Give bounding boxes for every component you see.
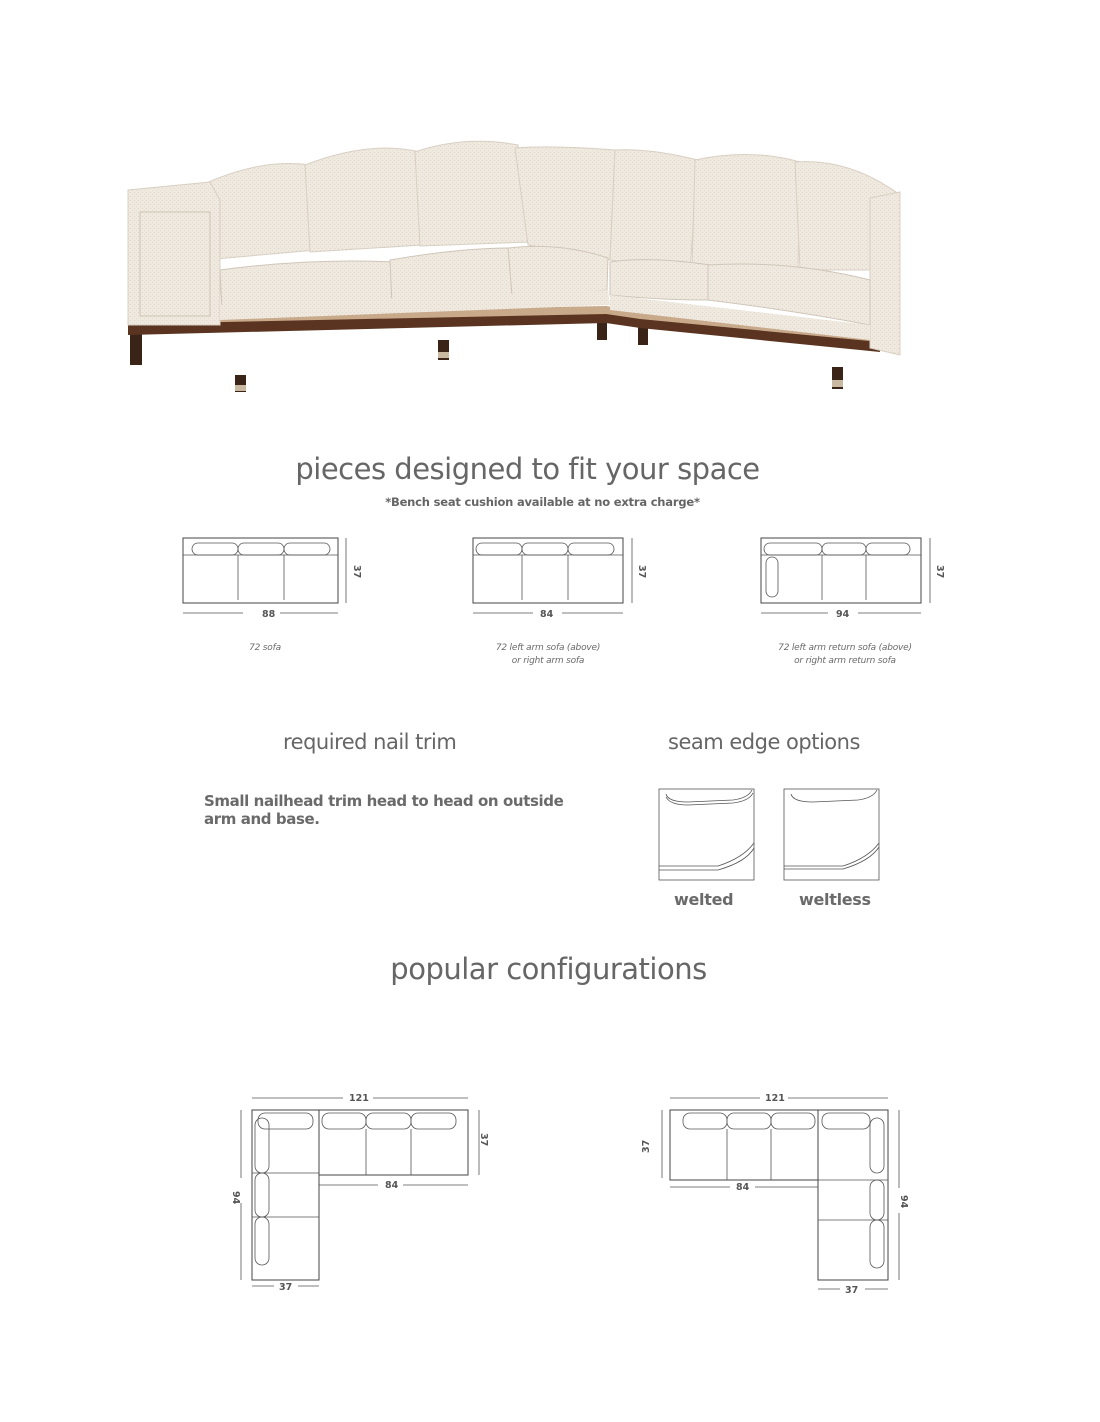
left-config-side: 94 (230, 1191, 241, 1205)
configurations-title: popular configurations (390, 952, 707, 986)
welted-seam-diagram (658, 788, 756, 882)
bench-seat-note: *Bench seat cushion available at no extra charge* (385, 495, 700, 509)
welted-label: welted (674, 890, 734, 909)
left-config-total: 121 (349, 1093, 369, 1104)
return-sofa-caption (760, 642, 930, 668)
pieces-title: pieces designed to fit your space (295, 452, 760, 486)
right-config-sofa-width: 84 (736, 1182, 750, 1193)
left-arm-sofa-diagram (470, 535, 670, 620)
right-l-configuration-diagram (640, 1088, 910, 1308)
left-l-configuration-diagram (228, 1088, 498, 1298)
sofa-88-depth: 37 (351, 565, 362, 579)
return-sofa-depth: 37 (934, 565, 945, 579)
sofa-88-caption (180, 642, 350, 655)
caption-line: 72 left arm return sofa (above) (778, 643, 912, 653)
left-arm-sofa-depth: 37 (636, 565, 647, 579)
weltless-label: weltless (799, 890, 871, 909)
caption-line: 72 left arm sofa (above) (495, 643, 601, 653)
caption-line: or right arm return sofa (794, 656, 896, 666)
right-config-bottom: 37 (845, 1285, 859, 1296)
weltless-seam-diagram (783, 788, 881, 882)
sectional-sofa-photo (110, 120, 900, 430)
return-sofa-width: 94 (836, 609, 850, 620)
right-config-depth: 37 (641, 1139, 652, 1153)
left-arm-sofa-caption (468, 642, 628, 668)
left-config-bottom: 37 (279, 1282, 293, 1293)
nail-trim-title: required nail trim (283, 730, 457, 754)
caption-line: or right arm sofa (511, 656, 585, 666)
left-arm-sofa-width: 84 (540, 609, 554, 620)
right-config-side: 94 (898, 1195, 909, 1209)
left-config-depth: 37 (478, 1133, 489, 1147)
left-arm-return-sofa-diagram (758, 535, 958, 620)
seam-edge-title: seam edge options (668, 730, 860, 754)
right-config-total: 121 (765, 1093, 785, 1104)
sofa-88-dim-labels (180, 535, 380, 620)
left-config-sofa-width: 84 (385, 1180, 399, 1191)
sofa-88-width: 88 (262, 609, 276, 620)
caption-line: 72 sofa (249, 643, 281, 653)
nail-trim-text: Small nailhead trim head to head on outside arm and base. (204, 792, 564, 828)
